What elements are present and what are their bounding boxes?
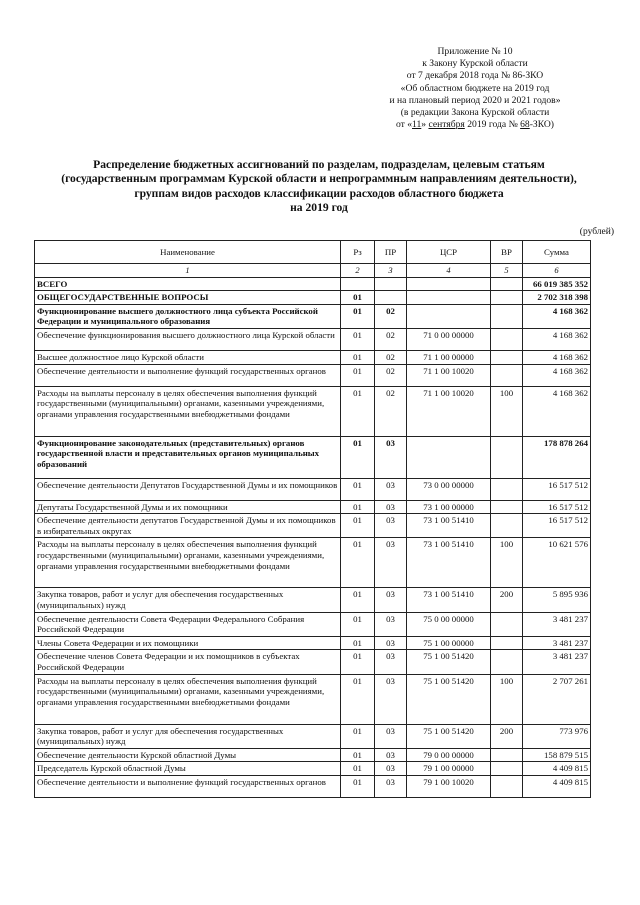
cell-name: Обеспечение деятельности Курской областной Думы xyxy=(35,748,341,762)
cell-rz: 01 xyxy=(341,650,375,674)
cell-csr: 71 1 00 00000 xyxy=(407,350,491,364)
cell-rz: 01 xyxy=(341,500,375,514)
cell-rz xyxy=(341,277,375,291)
cell-sum: 4 168 362 xyxy=(523,328,591,350)
cell-rz: 01 xyxy=(341,612,375,636)
cell-vr xyxy=(491,650,523,674)
appendix-line-7 xyxy=(360,119,590,131)
cell-sum: 4 168 362 xyxy=(523,364,591,386)
cell-name: Депутаты Государственной Думы и их помощники xyxy=(35,500,341,514)
header-row xyxy=(35,241,591,264)
cell-rz: 01 xyxy=(341,636,375,650)
cell-sum: 773 976 xyxy=(523,724,591,748)
cell-pr: 03 xyxy=(375,724,407,748)
appendix-line-6: (в редакции Закона Курской области xyxy=(400,107,550,119)
cell-vr xyxy=(491,291,523,305)
cell-vr xyxy=(491,364,523,386)
cell-csr: 73 0 00 00000 xyxy=(407,478,491,500)
cell-sum: 16 517 512 xyxy=(523,500,591,514)
title-line-4: на 2019 год xyxy=(290,201,348,215)
appendix-line-4: «Об областном бюджете на 2019 год xyxy=(400,82,550,94)
cell-name: Обеспечение деятельности Совета Федерации Федерального Собрания Российской Федерации xyxy=(35,612,341,636)
title-line-1: Распределение бюджетных ассигнований по разделам, подразделам, целевым статьям xyxy=(93,158,545,171)
cell-name: Расходы на выплаты персоналу в целях обеспечения выполнения функций государственными (муниципальными) органами, казенными учреждениями, органами управления государственными внебюджетными фондами xyxy=(35,538,341,588)
cell-pr: 03 xyxy=(375,588,407,612)
cell-vr xyxy=(491,748,523,762)
header-pr: ПР xyxy=(375,241,407,264)
column-number: 1 xyxy=(35,264,341,278)
cell-vr: 200 xyxy=(491,588,523,612)
cell-rz: 01 xyxy=(341,350,375,364)
cell-rz: 01 xyxy=(341,762,375,776)
cell-vr xyxy=(491,436,523,478)
cell-name: Председатель Курской областной Думы xyxy=(35,762,341,776)
cell-csr xyxy=(407,436,491,478)
cell-pr: 03 xyxy=(375,500,407,514)
cell-name: Члены Совета Федерации и их помощники xyxy=(35,636,341,650)
cell-csr: 75 1 00 51420 xyxy=(407,724,491,748)
table-row xyxy=(35,277,591,291)
column-number: 3 xyxy=(375,264,407,278)
cell-rz: 01 xyxy=(341,514,375,538)
cell-csr: 75 1 00 51420 xyxy=(407,674,491,724)
cell-vr xyxy=(491,636,523,650)
title-line-2: (государственным программам Курской области и непрограммным направлениям деятельности), xyxy=(61,172,577,186)
cell-csr: 73 1 00 00000 xyxy=(407,500,491,514)
cell-name: Расходы на выплаты персоналу в целях обеспечения выполнения функций государственными (муниципальными) органами, казенными учреждениями, органами управления государственными внебюджетными фондами xyxy=(35,386,341,436)
cell-vr: 100 xyxy=(491,674,523,724)
appendix-line-1: Приложение № 10 xyxy=(437,46,513,57)
column-number: 4 xyxy=(407,264,491,278)
cell-pr: 03 xyxy=(375,436,407,478)
cell-pr: 02 xyxy=(375,328,407,350)
cell-sum: 4 409 815 xyxy=(523,762,591,776)
cell-name: Закупка товаров, работ и услуг для обеспечения государственных (муниципальных) нужд xyxy=(35,588,341,612)
cell-csr: 75 1 00 00000 xyxy=(407,636,491,650)
appendix-day: 11 xyxy=(412,119,422,131)
appendix-block xyxy=(360,46,590,131)
appendix-date-prefix: от « xyxy=(395,119,413,131)
cell-vr: 100 xyxy=(491,386,523,436)
header-csr: ЦСР xyxy=(407,241,491,264)
cell-sum: 4 168 362 xyxy=(523,386,591,436)
cell-csr xyxy=(407,304,491,328)
cell-rz: 01 xyxy=(341,538,375,588)
cell-pr: 03 xyxy=(375,636,407,650)
appendix-date-mid: » xyxy=(421,119,429,131)
cell-sum: 3 481 237 xyxy=(523,612,591,636)
cell-rz: 01 xyxy=(341,364,375,386)
table-row xyxy=(35,674,591,724)
cell-csr: 73 1 00 51410 xyxy=(407,588,491,612)
table-row xyxy=(35,436,591,478)
cell-vr xyxy=(491,328,523,350)
cell-rz: 01 xyxy=(341,478,375,500)
cell-vr xyxy=(491,478,523,500)
cell-name: Функционирование высшего должностного лица субъекта Российской Федерации и муниципального образования xyxy=(35,304,341,328)
cell-csr xyxy=(407,277,491,291)
header-sum: Сумма xyxy=(523,241,591,264)
cell-sum: 2 707 261 xyxy=(523,674,591,724)
cell-sum: 4 168 362 xyxy=(523,304,591,328)
cell-name: Обеспечение функционирования высшего должностного лица Курской области xyxy=(35,328,341,350)
table-row xyxy=(35,775,591,797)
cell-rz: 01 xyxy=(341,291,375,305)
cell-pr: 02 xyxy=(375,386,407,436)
column-number: 2 xyxy=(341,264,375,278)
appendix-law-suffix: -ЗКО) xyxy=(529,119,555,131)
cell-vr xyxy=(491,277,523,291)
cell-name: Обеспечение деятельности депутатов Государственной Думы и их помощников в избирательных округах xyxy=(35,514,341,538)
cell-csr: 71 1 00 10020 xyxy=(407,364,491,386)
title-line-3: группам видов расходов классификации расходов областного бюджета xyxy=(134,186,504,200)
table-row xyxy=(35,636,591,650)
cell-pr: 03 xyxy=(375,748,407,762)
cell-vr xyxy=(491,514,523,538)
cell-rz: 01 xyxy=(341,436,375,478)
table-row xyxy=(35,724,591,748)
cell-pr xyxy=(375,277,407,291)
table-row xyxy=(35,364,591,386)
cell-vr xyxy=(491,775,523,797)
cell-name: Функционирование законодательных (представительных) органов государственной власти и представительных органов муниципальных образований xyxy=(35,436,341,478)
cell-name: Высшее должностное лицо Курской области xyxy=(35,350,341,364)
table-row xyxy=(35,304,591,328)
cell-vr xyxy=(491,304,523,328)
cell-name: Обеспечение деятельности и выполнение функций государственных органов xyxy=(35,364,341,386)
cell-pr: 02 xyxy=(375,364,407,386)
cell-sum: 4 409 815 xyxy=(523,775,591,797)
cell-rz: 01 xyxy=(341,304,375,328)
cell-vr: 100 xyxy=(491,538,523,588)
cell-csr: 79 1 00 00000 xyxy=(407,762,491,776)
table-body xyxy=(35,277,591,797)
cell-sum: 10 621 576 xyxy=(523,538,591,588)
cell-vr xyxy=(491,762,523,776)
cell-csr: 75 0 00 00000 xyxy=(407,612,491,636)
table-row xyxy=(35,500,591,514)
cell-rz: 01 xyxy=(341,775,375,797)
cell-rz: 01 xyxy=(341,588,375,612)
column-number: 5 xyxy=(491,264,523,278)
cell-csr: 73 1 00 51410 xyxy=(407,538,491,588)
appendix-line-5: и на плановый период 2020 и 2021 годов» xyxy=(389,94,561,106)
cell-vr xyxy=(491,500,523,514)
cell-vr: 200 xyxy=(491,724,523,748)
cell-csr: 71 0 00 00000 xyxy=(407,328,491,350)
cell-csr: 75 1 00 51420 xyxy=(407,650,491,674)
appendix-law-number: 68 xyxy=(520,119,530,131)
table-row xyxy=(35,762,591,776)
table-row xyxy=(35,328,591,350)
document-title xyxy=(28,158,610,216)
cell-name: Расходы на выплаты персоналу в целях обеспечения выполнения функций государственными (муниципальными) органами, казенными учреждениями, органами управления государственными внебюджетными фондами xyxy=(35,674,341,724)
cell-pr: 02 xyxy=(375,304,407,328)
cell-sum: 16 517 512 xyxy=(523,514,591,538)
cell-sum: 3 481 237 xyxy=(523,636,591,650)
cell-pr: 03 xyxy=(375,650,407,674)
cell-sum: 4 168 362 xyxy=(523,350,591,364)
units-label: (рублей) xyxy=(579,227,614,237)
cell-pr: 03 xyxy=(375,514,407,538)
cell-pr: 03 xyxy=(375,612,407,636)
cell-pr: 03 xyxy=(375,674,407,724)
column-number: 6 xyxy=(523,264,591,278)
cell-pr: 03 xyxy=(375,478,407,500)
table-row xyxy=(35,650,591,674)
cell-pr xyxy=(375,291,407,305)
cell-name: Закупка товаров, работ и услуг для обеспечения государственных (муниципальных) нужд xyxy=(35,724,341,748)
cell-pr: 03 xyxy=(375,762,407,776)
table-row xyxy=(35,514,591,538)
cell-sum: 2 702 318 398 xyxy=(523,291,591,305)
cell-csr: 71 1 00 10020 xyxy=(407,386,491,436)
budget-table xyxy=(34,240,591,798)
cell-rz: 01 xyxy=(341,674,375,724)
table-row xyxy=(35,291,591,305)
cell-sum: 158 879 515 xyxy=(523,748,591,762)
appendix-month: сентября xyxy=(428,119,465,131)
cell-pr: 03 xyxy=(375,775,407,797)
appendix-line-2: к Закону Курской области xyxy=(422,58,528,70)
table-row xyxy=(35,386,591,436)
cell-sum: 178 878 264 xyxy=(523,436,591,478)
cell-csr: 73 1 00 51410 xyxy=(407,514,491,538)
cell-name: Обеспечение деятельности Депутатов Государственной Думы и их помощников xyxy=(35,478,341,500)
table-row xyxy=(35,478,591,500)
cell-pr: 02 xyxy=(375,350,407,364)
cell-sum: 16 517 512 xyxy=(523,478,591,500)
cell-name: Обеспечение членов Совета Федерации и их помощников в субъектах Российской Федерации xyxy=(35,650,341,674)
header-vr: ВР xyxy=(491,241,523,264)
header-name: Наименование xyxy=(35,241,341,264)
cell-rz: 01 xyxy=(341,748,375,762)
cell-csr: 79 1 00 10020 xyxy=(407,775,491,797)
table-row xyxy=(35,588,591,612)
cell-sum: 5 895 936 xyxy=(523,588,591,612)
appendix-line-3: от 7 декабря 2018 года № 86-ЗКО xyxy=(406,70,544,82)
table-row xyxy=(35,748,591,762)
table-row xyxy=(35,612,591,636)
cell-rz: 01 xyxy=(341,328,375,350)
table-row xyxy=(35,538,591,588)
table-row xyxy=(35,350,591,364)
cell-name: ВСЕГО xyxy=(35,277,341,291)
cell-csr: 79 0 00 00000 xyxy=(407,748,491,762)
cell-sum: 66 019 385 352 xyxy=(523,277,591,291)
cell-vr xyxy=(491,350,523,364)
header-rz: Рз xyxy=(341,241,375,264)
cell-csr xyxy=(407,291,491,305)
cell-sum: 3 481 237 xyxy=(523,650,591,674)
cell-name: Обеспечение деятельности и выполнение функций государственных органов xyxy=(35,775,341,797)
column-number-row xyxy=(35,264,591,278)
cell-rz: 01 xyxy=(341,724,375,748)
cell-name: ОБЩЕГОСУДАРСТВЕННЫЕ ВОПРОСЫ xyxy=(35,291,341,305)
appendix-year: 2019 года № xyxy=(464,119,521,131)
cell-vr xyxy=(491,612,523,636)
cell-pr: 03 xyxy=(375,538,407,588)
cell-rz: 01 xyxy=(341,386,375,436)
